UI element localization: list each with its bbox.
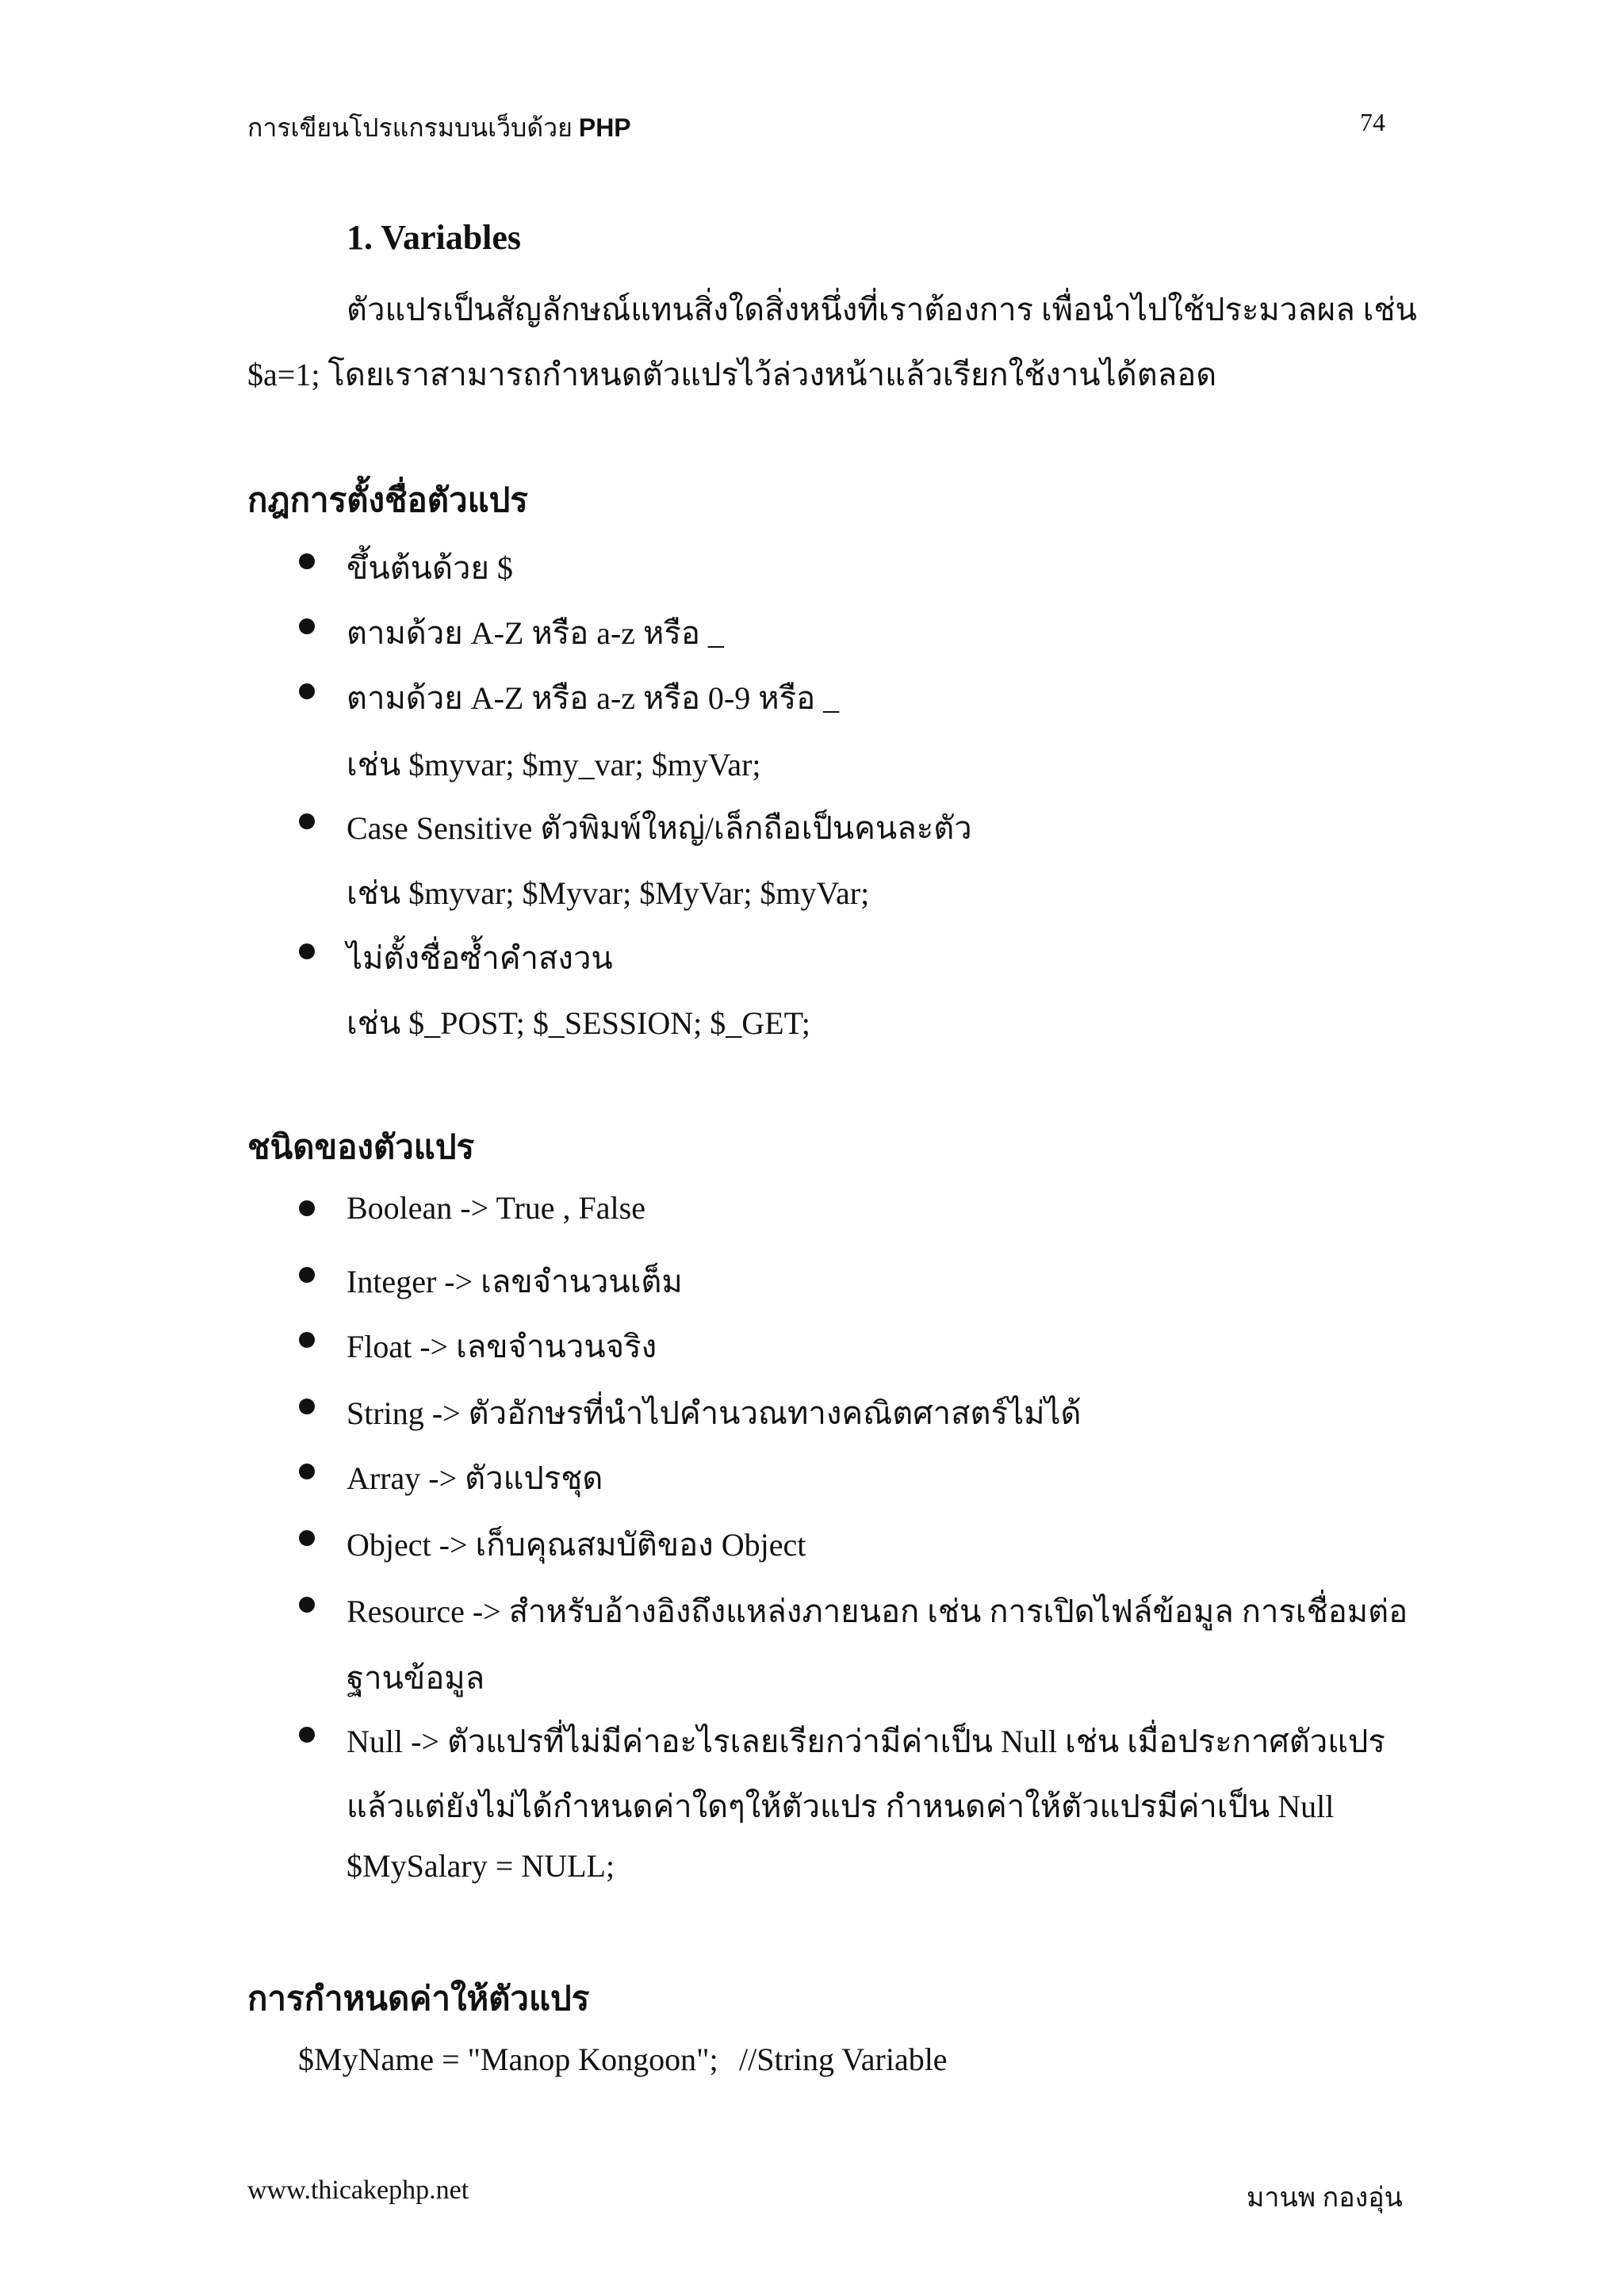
- section-heading: 1. Variables: [347, 218, 522, 257]
- bullet-icon: [299, 1597, 315, 1613]
- types-heading: ชนิดของตัวแปร: [247, 1130, 475, 1166]
- list-item-text: Array -> ตัวแปรชุด: [347, 1460, 603, 1496]
- page-number: 74: [1360, 108, 1385, 136]
- example-line: เช่น $_POST; $_SESSION; $_GET;: [347, 1005, 810, 1041]
- list-item-text: Float -> เลขจำนวนจริง: [347, 1329, 657, 1364]
- assign-heading: การกำหนดค่าให้ตัวแปร: [247, 1981, 590, 2018]
- bullet-icon: [299, 1530, 315, 1546]
- intro-line-1: ตัวแปรเป็นสัญลักษณ์แทนสิ่งใดสิ่งหนึ่งที่เราต้องการ เพื่อนำไปใช้ประมวลผล เช่น: [347, 292, 1417, 327]
- bullet-icon: [299, 683, 315, 699]
- list-item-text: Case Sensitive ตัวพิมพ์ใหญ่/เล็กถือเป็นคนละตัว: [347, 810, 972, 846]
- bullet-icon: [299, 1200, 315, 1216]
- bullet-icon: [299, 813, 315, 829]
- bullet-icon: [299, 1267, 315, 1283]
- list-item-text: ตามด้วย A-Z หรือ a-z หรือ _: [347, 615, 724, 651]
- example-line: เช่น $myvar; $my_var; $myVar;: [347, 747, 761, 783]
- code-comment: //String Variable: [739, 2042, 948, 2077]
- list-item-text: Null -> ตัวแปรที่ไม่มีค่าอะไรเลยเรียกว่ามีค่าเป็น Null เช่น เมื่อประกาศตัวแปร: [347, 1724, 1385, 1759]
- list-item-continuation: ฐานข้อมูล: [347, 1660, 485, 1696]
- bullet-icon: [299, 553, 315, 569]
- list-item-text: Object -> เก็บคุณสมบัติของ Object: [347, 1527, 806, 1563]
- header-title-php: PHP: [578, 113, 631, 142]
- bullet-icon: [299, 1727, 315, 1743]
- bullet-icon: [299, 1332, 315, 1348]
- example-line: $MySalary = NULL;: [347, 1848, 615, 1884]
- running-header-title: [247, 108, 631, 148]
- list-item-text: Boolean -> True , False: [347, 1190, 645, 1226]
- code-line: $MyName = "Manop Kongoon";: [298, 2042, 718, 2077]
- naming-rules-heading: กฎการตั้งชื่อตัวแปร: [247, 483, 528, 519]
- example-line: เช่น $myvar; $Myvar; $MyVar; $myVar;: [347, 875, 870, 911]
- footer-author: มานพ กองอุ่น: [1247, 2183, 1403, 2213]
- bullet-icon: [299, 618, 315, 634]
- list-item-text: String -> ตัวอักษรที่นำไปคำนวณทางคณิตศาสตร์ไม่ได้: [347, 1395, 1082, 1431]
- footer-website: www.thicakephp.net: [247, 2175, 469, 2205]
- bullet-icon: [299, 1464, 315, 1479]
- list-item-text: ขึ้นต้นด้วย $: [347, 550, 513, 586]
- list-item-text: ตามด้วย A-Z หรือ a-z หรือ 0-9 หรือ _: [347, 680, 840, 716]
- intro-line-2: $a=1; โดยเราสามารถกำหนดตัวแปรไว้ล่วงหน้าแล้วเรียกใช้งานได้ตลอด: [247, 357, 1217, 392]
- list-item-text: ไม่ตั้งชื่อซ้ำคำสงวน: [347, 940, 613, 976]
- list-item-continuation: แล้วแต่ยังไม่ได้กำหนดค่าใดๆให้ตัวแปร กำหนดค่าให้ตัวแปรมีค่าเป็น Null: [347, 1789, 1335, 1824]
- list-item-text: Resource -> สำหรับอ้างอิงถึงแหล่งภายนอก เช่น การเปิดไฟล์ข้อมูล การเชื่อมต่อ: [347, 1594, 1408, 1629]
- bullet-icon: [299, 1399, 315, 1414]
- header-title-thai: การเขียนโปรแกรมบนเว็บด้วย: [247, 113, 579, 142]
- bullet-icon: [299, 943, 315, 959]
- list-item-text: Integer -> เลขจำนวนเต็ม: [347, 1264, 683, 1299]
